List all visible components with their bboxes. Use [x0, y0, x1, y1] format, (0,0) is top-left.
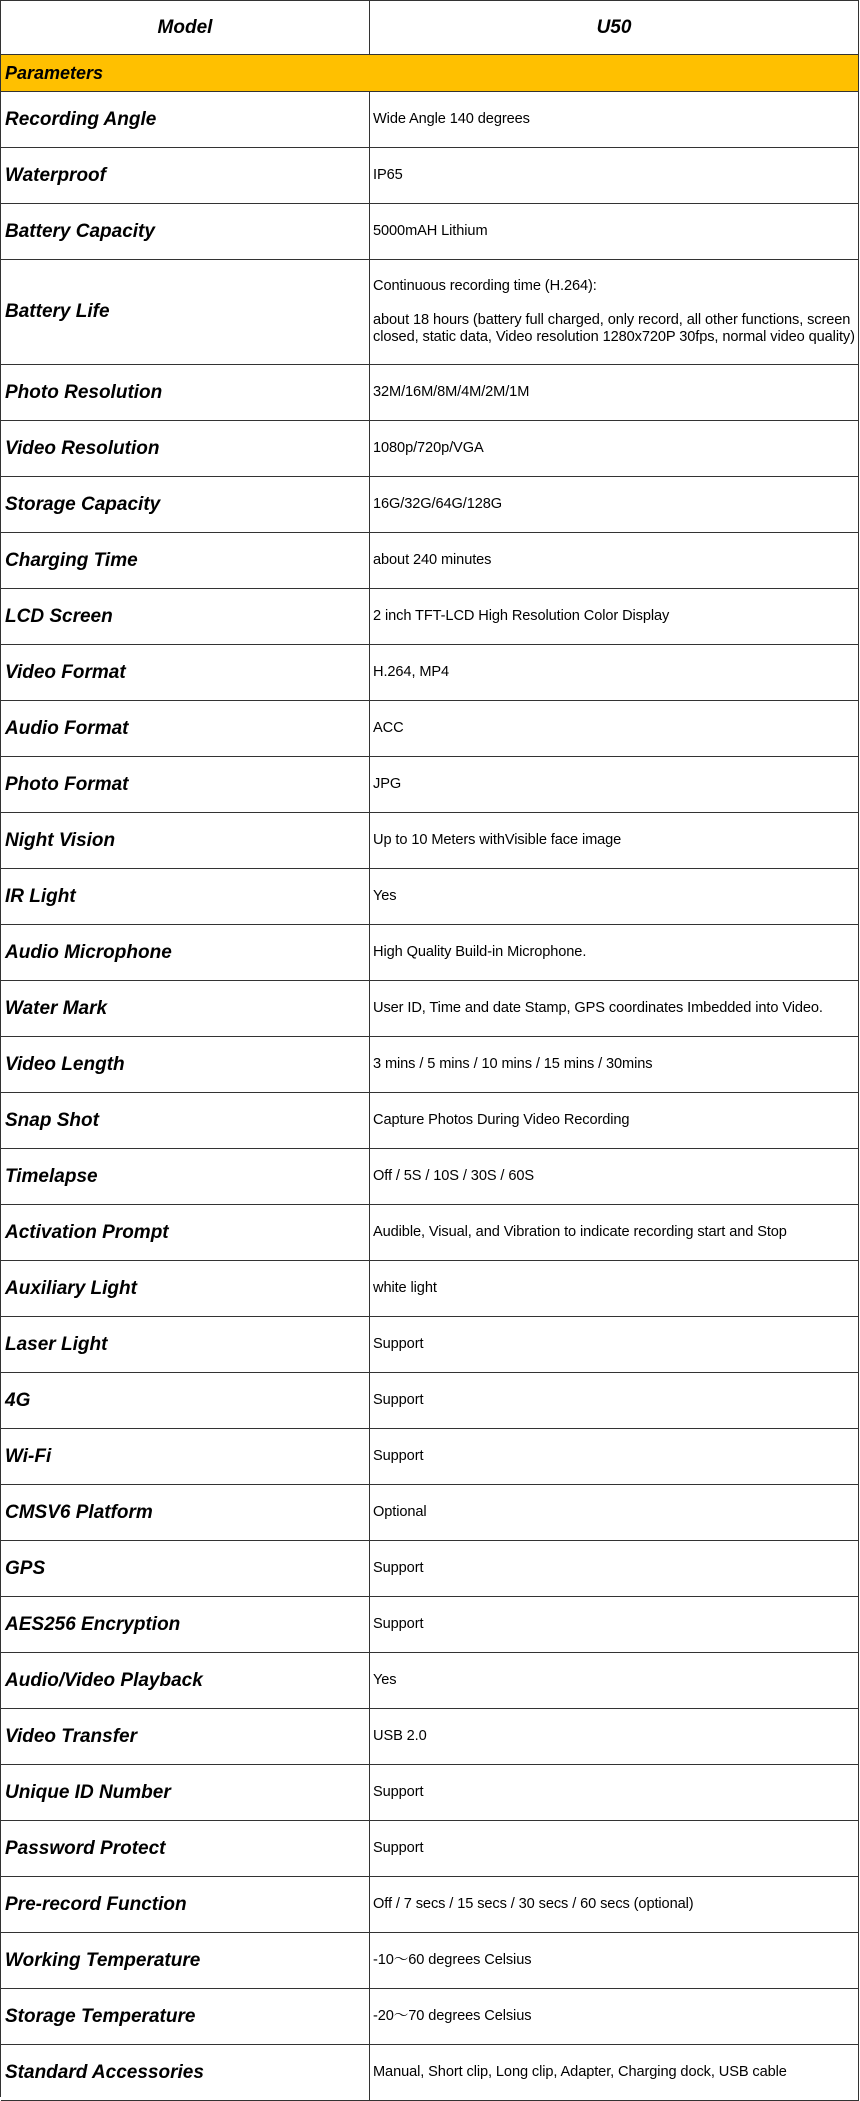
parameter-value: about 240 minutes — [370, 533, 859, 588]
parameter-value: Capture Photos During Video Recording — [370, 1093, 859, 1148]
parameter-value: Yes — [370, 1653, 859, 1708]
parameter-name: Wi-Fi — [1, 1429, 370, 1484]
parameter-value: Audible, Visual, and Vibration to indicate recording start and Stop — [370, 1205, 859, 1260]
parameter-value: User ID, Time and date Stamp, GPS coordinates Imbedded into Video. — [370, 981, 859, 1036]
table-row — [1, 260, 859, 365]
parameter-name: Waterproof — [1, 148, 370, 203]
parameter-name: Laser Light — [1, 1317, 370, 1372]
table-row — [1, 813, 859, 869]
parameter-name: AES256 Encryption — [1, 1597, 370, 1652]
parameter-name: LCD Screen — [1, 589, 370, 644]
parameter-value: IP65 — [370, 148, 859, 203]
parameter-name: 4G — [1, 1373, 370, 1428]
parameter-name: Photo Resolution — [1, 365, 370, 420]
model-value: U50 — [596, 16, 632, 38]
table-row — [1, 148, 859, 204]
parameter-name: Photo Format — [1, 757, 370, 812]
parameter-name: Video Transfer — [1, 1709, 370, 1764]
table-row — [1, 1821, 859, 1877]
section-header-row — [1, 55, 859, 92]
table-header-row — [1, 1, 859, 55]
table-row — [1, 2045, 859, 2101]
parameter-name: Auxiliary Light — [1, 1261, 370, 1316]
parameter-value: Wide Angle 140 degrees — [370, 92, 859, 147]
table-row — [1, 869, 859, 925]
model-label-cell — [1, 1, 370, 54]
parameter-value: Off / 5S / 10S / 30S / 60S — [370, 1149, 859, 1204]
parameter-name: Working Temperature — [1, 1933, 370, 1988]
parameter-name: Pre-record Function — [1, 1877, 370, 1932]
parameter-name: Audio Format — [1, 701, 370, 756]
parameter-name: Recording Angle — [1, 92, 370, 147]
parameter-value: USB 2.0 — [370, 1709, 859, 1764]
parameter-value: 32M/16M/8M/4M/2M/1M — [370, 365, 859, 420]
parameter-value: Optional — [370, 1485, 859, 1540]
parameter-value: ACC — [370, 701, 859, 756]
table-row — [1, 757, 859, 813]
table-row — [1, 1597, 859, 1653]
table-row — [1, 981, 859, 1037]
table-row — [1, 365, 859, 421]
table-row — [1, 1373, 859, 1429]
table-row — [1, 1765, 859, 1821]
parameter-name: Unique ID Number — [1, 1765, 370, 1820]
table-row — [1, 1093, 859, 1149]
parameter-value: Support — [370, 1541, 859, 1596]
table-row — [1, 1149, 859, 1205]
parameter-value: Off / 7 secs / 15 secs / 30 secs / 60 secs (optional) — [370, 1877, 859, 1932]
parameter-name: Activation Prompt — [1, 1205, 370, 1260]
parameter-rows — [1, 92, 859, 2101]
parameter-value: Support — [370, 1765, 859, 1820]
parameter-value: 2 inch TFT-LCD High Resolution Color Display — [370, 589, 859, 644]
parameter-name: Video Format — [1, 645, 370, 700]
parameter-name: GPS — [1, 1541, 370, 1596]
parameter-name: Night Vision — [1, 813, 370, 868]
parameter-name: Password Protect — [1, 1821, 370, 1876]
parameter-name: Storage Capacity — [1, 477, 370, 532]
parameter-name: Water Mark — [1, 981, 370, 1036]
table-row — [1, 1989, 859, 2045]
table-row — [1, 1877, 859, 1933]
parameter-value: Support — [370, 1821, 859, 1876]
parameter-name: Audio Microphone — [1, 925, 370, 980]
table-row — [1, 1541, 859, 1597]
table-row — [1, 204, 859, 260]
table-row — [1, 1933, 859, 1989]
table-row — [1, 1037, 859, 1093]
parameter-value: Yes — [370, 869, 859, 924]
parameter-name: Audio/Video Playback — [1, 1653, 370, 1708]
section-title: Parameters — [5, 62, 104, 83]
parameter-value: white light — [370, 1261, 859, 1316]
parameter-value: -10～60 degrees Celsius — [370, 1933, 859, 1988]
parameter-value: 16G/32G/64G/128G — [370, 477, 859, 532]
section-title-cell — [1, 55, 859, 91]
table-row — [1, 477, 859, 533]
parameter-value: Support — [370, 1597, 859, 1652]
model-label: Model — [157, 16, 213, 38]
parameter-value: 5000mAH Lithium — [370, 204, 859, 259]
parameter-value: Support — [370, 1429, 859, 1484]
parameter-value: H.264, MP4 — [370, 645, 859, 700]
table-row — [1, 533, 859, 589]
table-row — [1, 1261, 859, 1317]
table-row — [1, 701, 859, 757]
table-row — [1, 645, 859, 701]
model-value-cell — [370, 1, 859, 54]
parameter-name: Video Resolution — [1, 421, 370, 476]
table-row — [1, 1205, 859, 1261]
parameter-name: Charging Time — [1, 533, 370, 588]
table-row — [1, 1317, 859, 1373]
parameter-name: CMSV6 Platform — [1, 1485, 370, 1540]
parameter-name: Standard Accessories — [1, 2045, 370, 2100]
table-row — [1, 421, 859, 477]
table-row — [1, 589, 859, 645]
parameter-value: 1080p/720p/VGA — [370, 421, 859, 476]
parameter-name: Battery Capacity — [1, 204, 370, 259]
parameter-value: -20～70 degrees Celsius — [370, 1989, 859, 2044]
table-row — [1, 1429, 859, 1485]
table-row — [1, 925, 859, 981]
parameter-value: Up to 10 Meters withVisible face image — [370, 813, 859, 868]
parameter-name: IR Light — [1, 869, 370, 924]
table-row — [1, 92, 859, 148]
parameter-value: Manual, Short clip, Long clip, Adapter, Charging dock, USB cable — [370, 2045, 859, 2100]
parameter-value: Support — [370, 1373, 859, 1428]
table-row — [1, 1485, 859, 1541]
parameter-name: Storage Temperature — [1, 1989, 370, 2044]
parameter-value: Continuous recording time (H.264): about 18 hours (battery full charged, only record, all other functions, screen closed, static data, Video resolution 1280x720P 30fps, normal video quality) — [370, 260, 859, 364]
table-row — [1, 1709, 859, 1765]
parameter-name: Snap Shot — [1, 1093, 370, 1148]
parameter-name: Video Length — [1, 1037, 370, 1092]
parameter-value: JPG — [370, 757, 859, 812]
parameter-value: High Quality Build-in Microphone. — [370, 925, 859, 980]
parameter-name: Battery Life — [1, 260, 370, 364]
table-row — [1, 1653, 859, 1709]
parameter-value: Support — [370, 1317, 859, 1372]
parameter-name: Timelapse — [1, 1149, 370, 1204]
parameter-value: 3 mins / 5 mins / 10 mins / 15 mins / 30mins — [370, 1037, 859, 1092]
